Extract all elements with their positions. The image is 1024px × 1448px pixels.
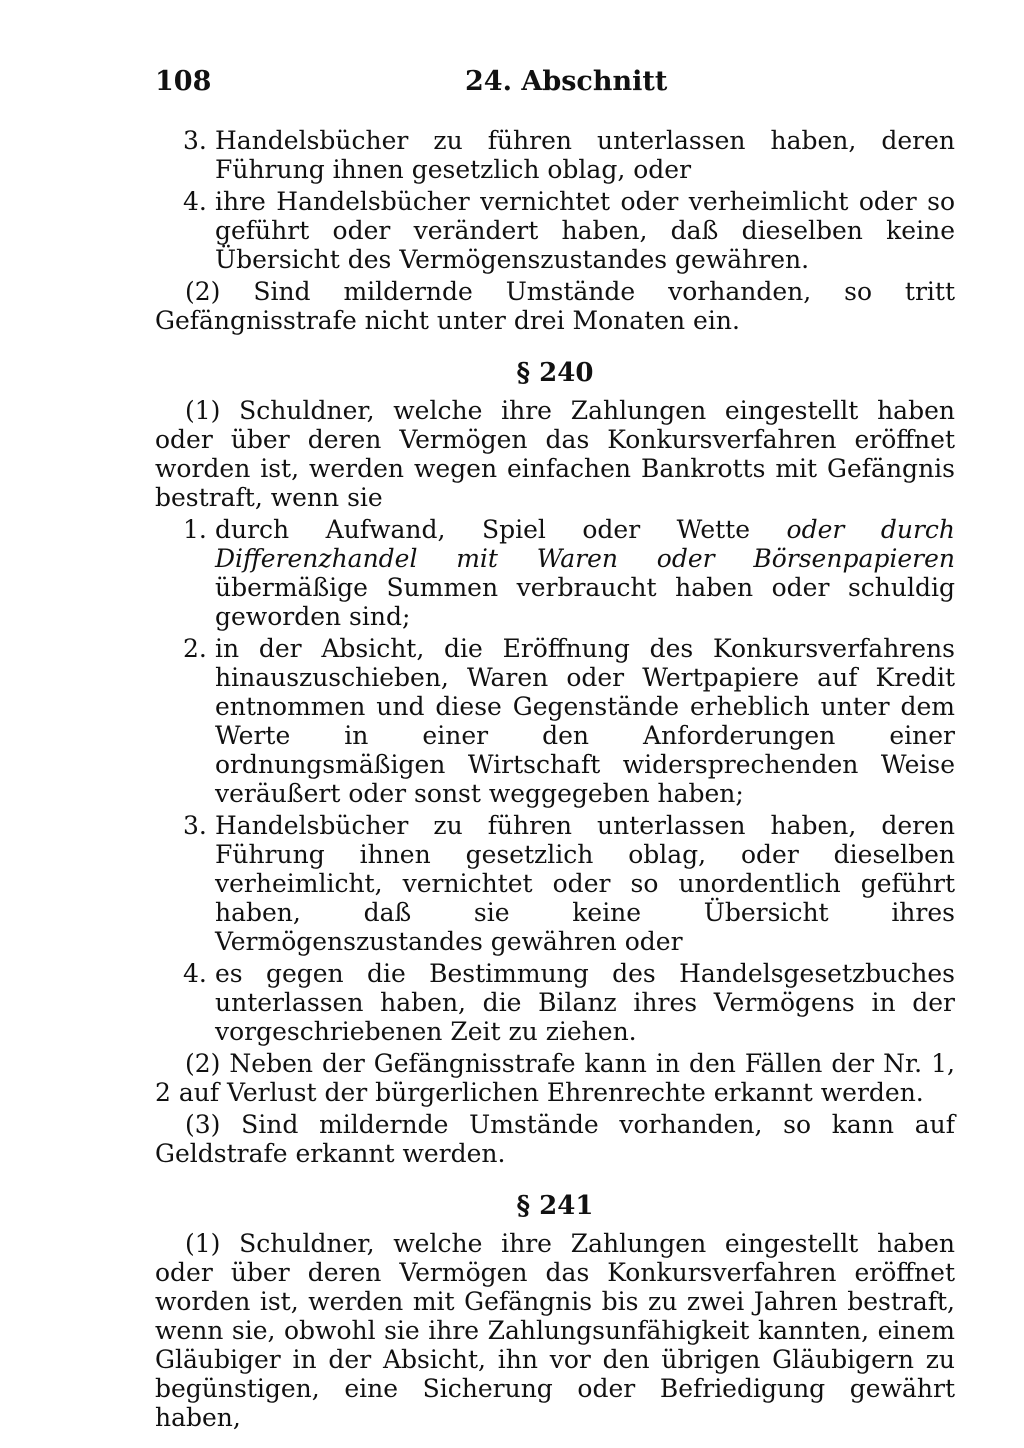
list-item [155,515,955,631]
paragraph: (1) Schuldner, welche ihre Zahlungen eingestellt haben oder über deren Vermögen das Konkursverfahren eröffnet worden ist, werden mit Gefängnis bis zu zwei Jahren bestraft, wenn sie, obwohl sie ihre Zahlungsunfähigkeit kannten, einem Gläubiger in der Absicht, ihn vor den übrigen Gläubigern zu begünstigen, eine Sicherung oder Befriedigung gewährt haben, [155,1229,955,1432]
page-number: 108 [155,66,212,97]
item-number: 4. [183,959,207,988]
item-text [215,515,955,631]
running-head: 24. Abschnitt [465,66,668,97]
section-heading: § 241 [516,1191,594,1221]
italic-text: oder durch Differenzhandel mit Waren oder Börsenpapieren [215,515,955,573]
list-item [155,187,955,274]
item-text: ihre Handelsbücher vernichtet oder verheimlicht oder so geführt oder verändert haben, daß dieselben keine Übersicht des Vermögenszustandes gewähren. [215,187,955,274]
item-text: Handelsbücher zu führen unterlassen haben, deren Führung ihnen gesetzlich oblag, oder dieselben verheimlicht, vernichtet oder so unordentlich geführt haben, daß sie keine Übersicht ihres Vermögenszustandes gewähren oder [215,811,955,956]
item-text-part: durch Aufwand, Spiel oder Wette [215,515,787,544]
paragraph: (3) Sind mildernde Umstände vorhanden, so kann auf Geldstrafe erkannt werden. [155,1110,955,1168]
paragraph: (1) Schuldner, welche ihre Zahlungen eingestellt haben oder über deren Vermögen das Konkursverfahren eröffnet worden ist, werden wegen einfachen Bankrotts mit Gefängnis bestraft, wenn sie [155,396,955,512]
page-body [155,126,955,1435]
list-item [155,126,955,184]
item-text: es gegen die Bestimmung des Handelsgesetzbuches unterlassen haben, die Bilanz ihres Vermögens in der vorgeschriebenen Zeit zu ziehen. [215,959,955,1046]
item-text: Handelsbücher zu führen unterlassen haben, deren Führung ihnen gesetzlich oblag, oder [215,126,955,184]
list-item [155,634,955,808]
list-item [155,811,955,956]
section-heading: § 240 [516,358,594,388]
item-number: 3. [183,126,207,155]
paragraph: (2) Sind mildernde Umstände vorhanden, so tritt Gefängnisstrafe nicht unter drei Monaten ein. [155,277,955,335]
item-text-part: übermäßige Summen verbraucht haben oder schuldig geworden sind; [215,573,955,631]
page-header [155,66,955,106]
item-number: 3. [183,811,207,840]
item-number: 1. [183,515,207,544]
item-text: in der Absicht, die Eröffnung des Konkursverfahrens hinauszuschieben, Waren oder Wertpapiere auf Kredit entnommen und diese Gegenstände erheblich unter dem Werte in einer den Anforderungen einer ordnungsmäßigen Wirtschaft widersprechenden Weise veräußert oder sonst weggegeben haben; [215,634,955,808]
list-item [155,959,955,1046]
paragraph: (2) Neben der Gefängnisstrafe kann in den Fällen der Nr. 1, 2 auf Verlust der bürgerlichen Ehrenrechte erkannt werden. [155,1049,955,1107]
item-number: 2. [183,634,207,663]
item-number: 4. [183,187,207,216]
